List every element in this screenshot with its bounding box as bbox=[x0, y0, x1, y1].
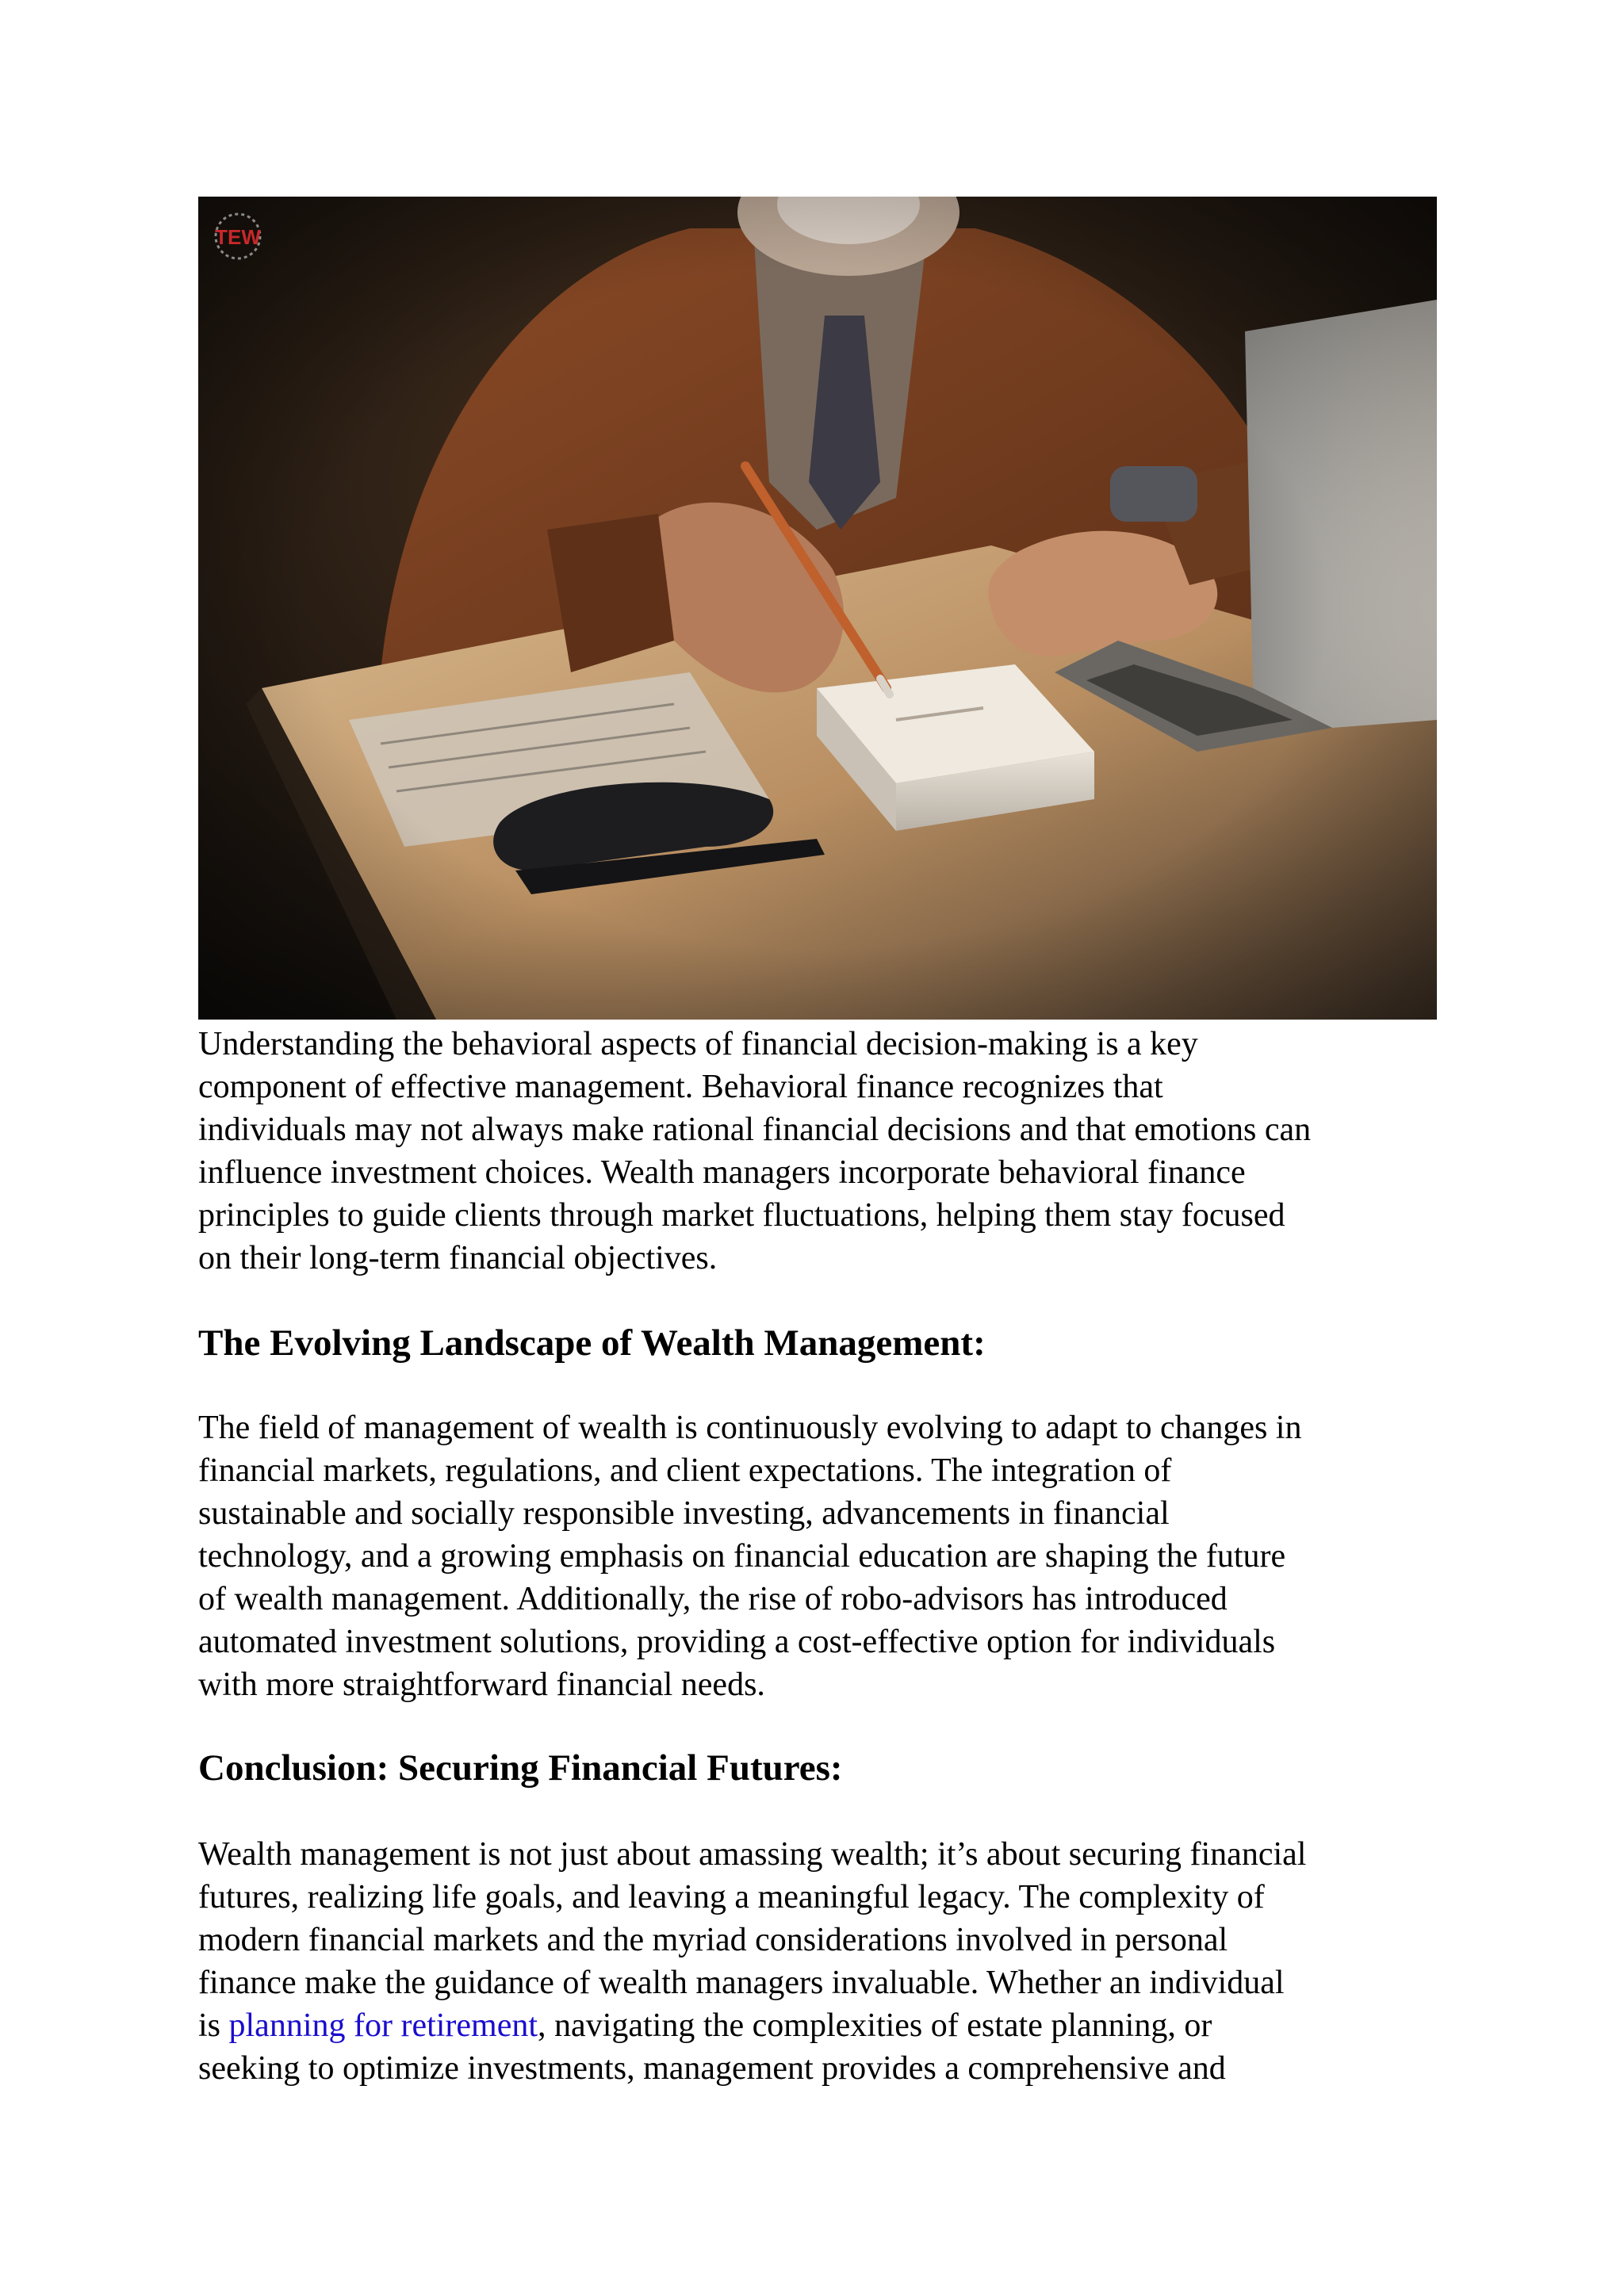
paragraph-line: seeking to optimize investments, management provides a comprehensive and bbox=[198, 2050, 1226, 2087]
paragraph-line: Wealth management is not just about amassing wealth; it’s about securing financial bbox=[198, 1836, 1307, 1873]
logo-text: TEW bbox=[215, 225, 261, 249]
paragraph-line: technology, and a growing emphasis on financial education are shaping the future bbox=[198, 1538, 1286, 1575]
paragraph-line: futures, realizing life goals, and leaving a meaningful legacy. The complexity of bbox=[198, 1879, 1265, 1915]
paragraph-line: automated investment solutions, providing a cost-effective option for individuals bbox=[198, 1624, 1276, 1660]
link-suffix: , navigating the complexities of estate planning, or bbox=[538, 2007, 1212, 2044]
heading-evolving-landscape: The Evolving Landscape of Wealth Management: bbox=[198, 1322, 986, 1364]
paragraph-line: with more straightforward financial needs. bbox=[198, 1667, 765, 1703]
paragraph-line: individuals may not always make rational financial decisions and that emotions can bbox=[198, 1112, 1312, 1148]
heading-conclusion: Conclusion: Securing Financial Futures: bbox=[198, 1747, 843, 1789]
article-photo bbox=[198, 197, 1437, 1020]
paragraph-line: on their long-term financial objectives. bbox=[198, 1240, 718, 1276]
paragraph-line: principles to guide clients through market fluctuations, helping them stay focused bbox=[198, 1197, 1285, 1234]
paragraph-line: finance make the guidance of wealth managers invaluable. Whether an individual bbox=[198, 1965, 1285, 2001]
paragraph-line: Understanding the behavioral aspects of financial decision-making is a key bbox=[198, 1026, 1198, 1062]
paragraph-line: modern financial markets and the myriad considerations involved in personal bbox=[198, 1922, 1228, 1958]
paragraph-conclusion bbox=[198, 1833, 1451, 2090]
paragraph-line: influence investment choices. Wealth managers incorporate behavioral finance bbox=[198, 1154, 1246, 1191]
paragraph-evolving-landscape bbox=[198, 1406, 1451, 1706]
paragraph-line: component of effective management. Behavioral finance recognizes that bbox=[198, 1069, 1163, 1105]
photo-illustration bbox=[198, 197, 1437, 1020]
link-prefix: is bbox=[198, 2007, 229, 2044]
paragraph-line: sustainable and socially responsible investing, advancements in financial bbox=[198, 1495, 1170, 1532]
paragraph-line: financial markets, regulations, and client expectations. The integration of bbox=[198, 1452, 1172, 1489]
paragraph-line: of wealth management. Additionally, the rise of robo-advisors has introduced bbox=[198, 1581, 1228, 1617]
paragraph-line: The field of management of wealth is continuously evolving to adapt to changes in bbox=[198, 1410, 1302, 1446]
paragraph-behavioral-finance bbox=[198, 1023, 1451, 1280]
planning-for-retirement-link[interactable]: planning for retirement bbox=[228, 2007, 538, 2044]
paragraph-line-with-link bbox=[198, 2004, 1451, 2047]
